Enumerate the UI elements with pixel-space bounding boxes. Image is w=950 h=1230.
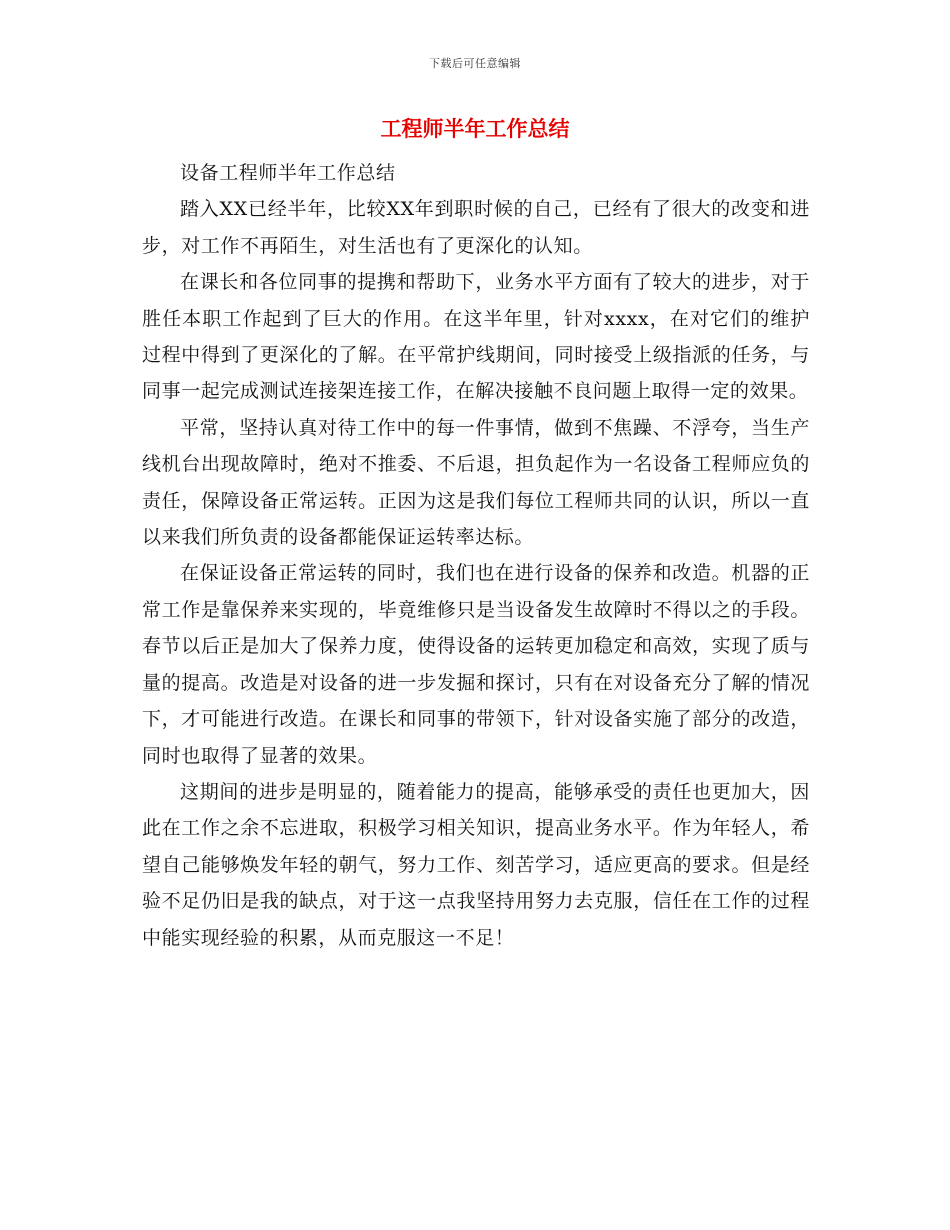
document-title: 工程师半年工作总结 [380, 117, 570, 141]
paragraph-skills: 在课长和各位同事的提携和帮助下，业务水平方面有了较大的进步，对于胜任本职工作起到了巨大的作用。在这半年里，针对xxxx，在对它们的维护过程中得到了更深化的了解。在平常护线期间，同时接受上级指派的任务，与同事一起完成测试连接架连接工作，在解决接触不良问题上取得一定的效果。 [142, 271, 810, 403]
paragraph-intro: 踏入XX已经半年，比较XX年到职时候的自己，已经有了很大的改变和进步，对工作不再陌生，对生活也有了更深化的认知。 [142, 198, 810, 257]
paragraph-attitude: 平常，坚持认真对待工作中的每一件事情，做到不焦躁、不浮夸，当生产线机台出现故障时，绝对不推委、不后退，担负起作为一名设备工程师应负的责任，保障设备正常运转。正因为这是我们每位工程师共同的认识，所以一直以来我们所负责的设备都能保证运转率达标。 [142, 416, 810, 549]
subtitle-paragraph: 设备工程师半年工作总结 [180, 162, 396, 184]
paragraph-maintenance: 在保证设备正常运转的同时，我们也在进行设备的保养和改造。机器的正常工作是靠保养来实现的，毕竟维修只是当设备发生故障时不得以之的手段。春节以后正是加大了保养力度，使得设备的运转更加稳定和高效，实现了质与量的提高。改造是对设备的进一步发掘和探讨，只有在对设备充分了解的情况下，才可能进行改造。在课长和同事的带领下，针对设备实施了部分的改造，同时也取得了显著的效果。 [142, 562, 810, 767]
document-body [142, 155, 810, 956]
header-note: 下载后可任意编辑 [429, 57, 521, 70]
paragraph-progress: 这期间的进步是明显的，随着能力的提高，能够承受的责任也更加大，因此在工作之余不忘进取，积极学习相关知识，提高业务水平。作为年轻人，希望自己能够焕发年轻的朝气，努力工作、刻苦学习，适应更高的要求。但是经验不足仍旧是我的缺点，对于这一点我坚持用努力去克服，信任在工作的过程中能实现经验的积累，从而克服这一不足！ [142, 780, 810, 949]
